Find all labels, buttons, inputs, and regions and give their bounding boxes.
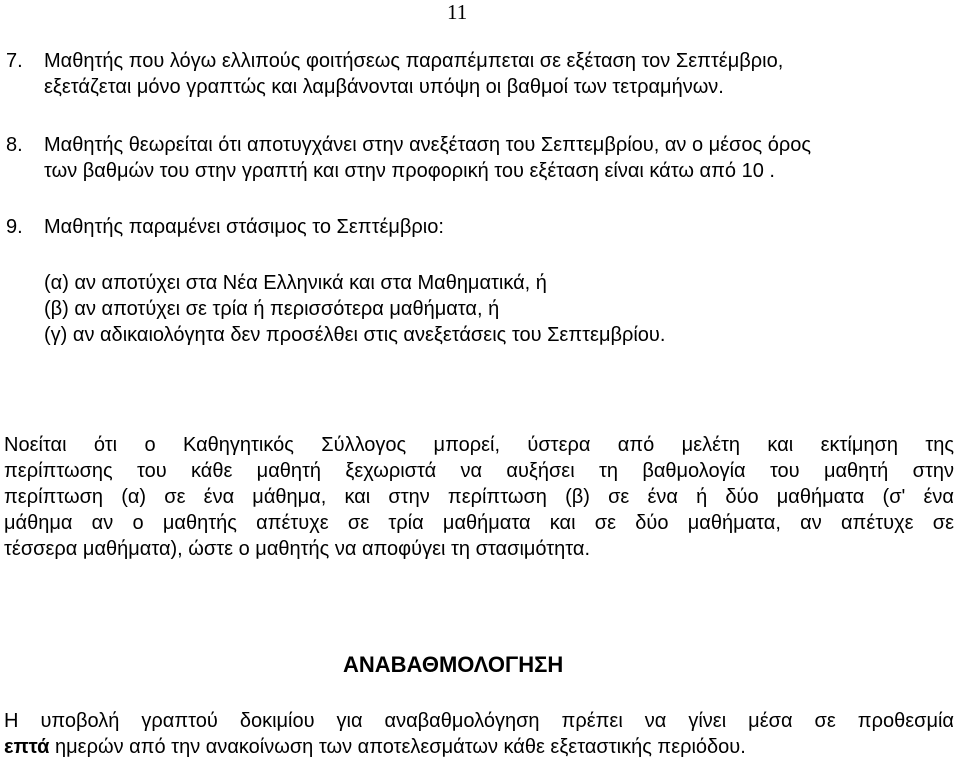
paragraph-line: τέσσερα μαθήματα), ώστε ο μαθητής να αποφύγει τη στασιμότητα. — [4, 538, 591, 560]
condition-b: (β) αν αποτύχει σε τρία ή περισσότερα μαθήματα, ή — [44, 298, 500, 320]
item-text — [44, 132, 958, 184]
item-line: Μαθητής που λόγω ελλιπούς φοιτήσεως παραπέμπεται σε εξέταση τον Σεπτέμβριο, — [44, 50, 784, 72]
condition-a: (α) αν αποτύχει στα Νέα Ελληνικά και στα Μαθηματικά, ή — [44, 272, 547, 294]
condition-list — [44, 270, 665, 348]
item-line: εξετάζεται μόνο γραπτώς και λαμβάνονται υπόψη οι βαθμοί των τετραμήνων. — [44, 76, 724, 98]
paragraph-line: μάθημα αν ο μαθητής απέτυχε σε τρία μαθήματα και σε δύο μαθήματα, αν απέτυχε σε — [4, 512, 954, 534]
item-number: 8. — [6, 134, 23, 156]
item-line: των βαθμών του στην γραπτή και στην προφορική του εξέταση είναι κάτω από 10 . — [44, 160, 775, 182]
paragraph-line — [4, 734, 954, 760]
regrade-paragraph — [4, 708, 954, 760]
condition-c: (γ) αν αδικαιολόγητα δεν προσέλθει στις ανεξετάσεις του Σεπτεμβρίου. — [44, 324, 666, 346]
paragraph-line: Η υποβολή γραπτού δοκιμίου για αναβαθμολόγηση πρέπει να γίνει μέσα σε προθεσμία — [4, 710, 954, 732]
paragraph-line: περίπτωσης του κάθε μαθητή ξεχωριστά να αυξήσει τη βαθμολογία του μαθητή στην — [4, 460, 954, 482]
item-text — [44, 214, 958, 240]
item-line: Μαθητής παραμένει στάσιμος το Σεπτέμβριο: — [44, 216, 444, 238]
item-number: 7. — [6, 50, 23, 72]
section-heading: ΑΝΑΒΑΘΜΟΛΟΓΗΣΗ — [343, 652, 564, 677]
item-line: Μαθητής θεωρείται ότι αποτυγχάνει στην ανεξέταση του Σεπτεμβρίου, αν ο μέσος όρος — [44, 134, 811, 156]
paragraph-line: περίπτωση (α) σε ένα μάθημα, και στην περίπτωση (β) σε ένα ή δύο μαθήματα (σ' ένα — [4, 486, 954, 508]
deadline-emphasis: επτά — [4, 736, 50, 758]
page-number: 11 — [447, 0, 468, 24]
item-number: 9. — [6, 216, 23, 238]
paragraph-line: Νοείται ότι ο Καθηγητικός Σύλλογος μπορεί, ύστερα από μελέτη και εκτίμηση της — [4, 434, 954, 456]
teachers-council-paragraph — [4, 432, 954, 562]
item-text — [44, 48, 958, 100]
deadline-text: ημερών από την ανακοίνωση των αποτελεσμάτων κάθε εξεταστικής περιόδου. — [49, 736, 746, 758]
